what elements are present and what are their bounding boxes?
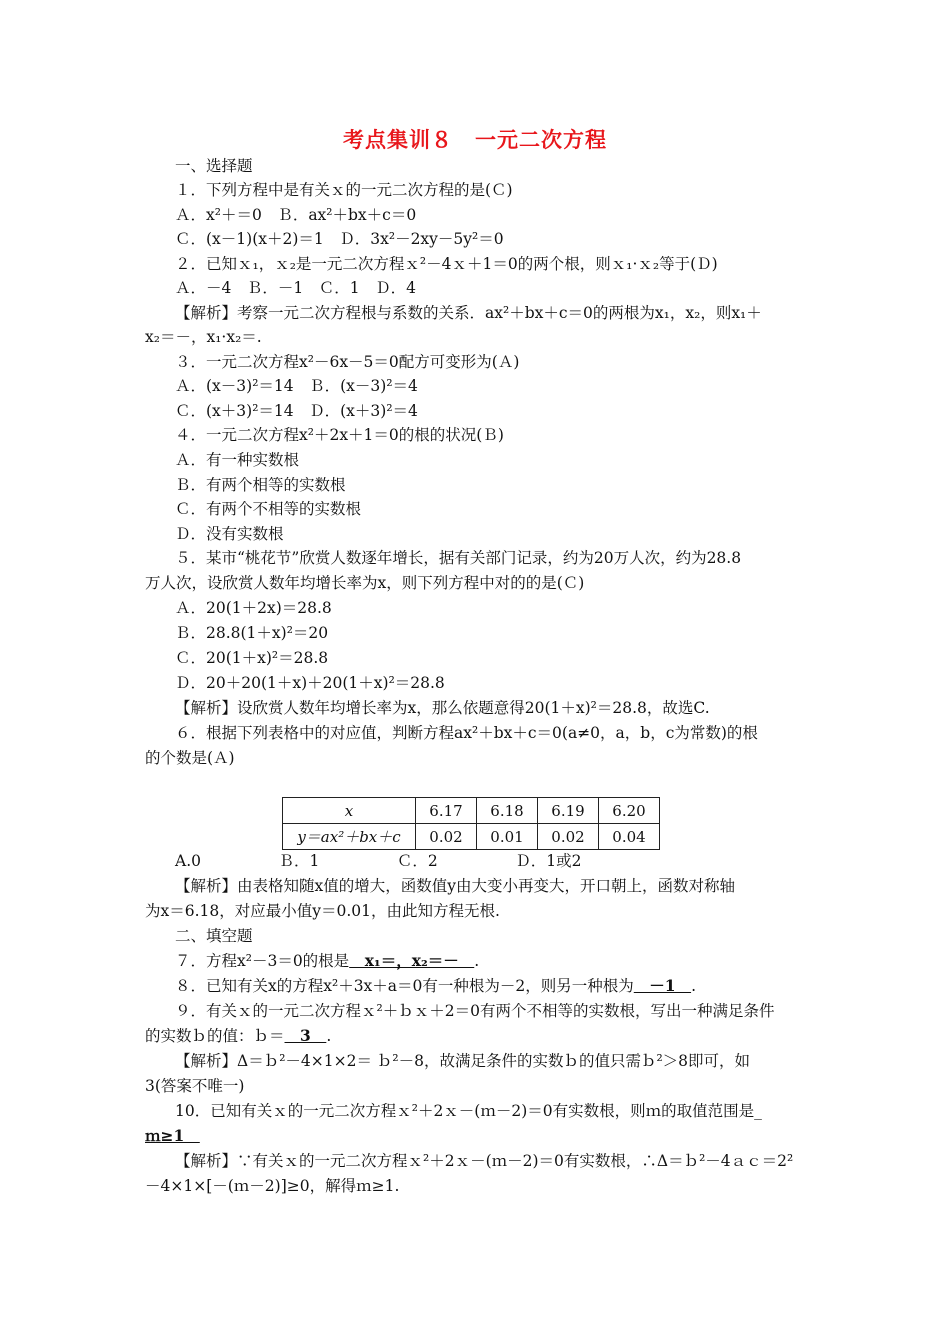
table-cell: y＝ax²＋bx＋c: [283, 824, 416, 850]
table-cell: 0.04: [599, 824, 660, 850]
options-1a: Ａ．x²＋＝0 Ｂ．ax²＋bx＋c＝0: [175, 206, 417, 224]
question-5: ５．某市“桃花节”欣赏人数逐年增长，据有关部门记录，约为20万人次，约为28.8: [175, 549, 742, 567]
question-8: [175, 976, 696, 996]
options-3a: Ａ．(x－3)²＝14 Ｂ．(x－3)²＝4: [175, 377, 418, 395]
question-7-end: .: [474, 952, 480, 970]
table-row: [283, 824, 660, 850]
question-2: ２．已知ｘ₁，ｘ₂是一元二次方程ｘ²－4ｘ＋1＝0的两个根，则ｘ₁·ｘ₂等于(Ｄ): [175, 255, 718, 273]
analysis-10-cont: －4×1×[－(ｍ－2)]≥0，解得ｍ≥1.: [145, 1177, 400, 1195]
question-9-cont: [145, 1026, 331, 1046]
option-4d: Ｄ．没有实数根: [175, 525, 284, 543]
options-2: Ａ．－4 Ｂ．－1 Ｃ．1 Ｄ．4: [175, 279, 416, 297]
question-6-cont: 的个数是(Ａ): [145, 749, 235, 767]
section-heading-2: 二、填空题: [175, 927, 253, 945]
question-9-end: .: [326, 1027, 332, 1045]
table-cell: 6.19: [538, 798, 599, 824]
question-8-text: ８．已知有关x的方程x²＋3x＋a＝0有一种根为－2，则另一种根为: [175, 977, 634, 995]
question-9: ９．有关ｘ的一元二次方程ｘ²＋ｂｘ＋2＝0有两个不相等的实数根，写出一种满足条件: [175, 1002, 775, 1020]
page-title: 考点集训８ 一元二次方程: [343, 127, 607, 152]
option-4a: Ａ．有一种实数根: [175, 451, 300, 469]
table-cell: 0.02: [538, 824, 599, 850]
question-7-text: ７．方程x²－3＝0的根是: [175, 952, 350, 970]
analysis-10: 【解析】∵有关ｘ的一元二次方程ｘ²＋2ｘ－(ｍ－2)＝0有实数根，∴Δ＝ｂ²－4ａｃ＝2²: [175, 1152, 794, 1170]
answer-7: x₁＝，x₂＝－: [349, 951, 475, 970]
option-4c: Ｃ．有两个不相等的实数根: [175, 500, 362, 518]
question-6: ６．根据下列表格中的对应值，判断方程ax²＋bx＋c＝0(a≠0，a，b，c为常数)的根: [175, 724, 758, 742]
analysis-2: 【解析】考察一元二次方程根与系数的关系．ax²＋bx＋c＝0的两根为x₁，x₂，则x₁＋: [175, 304, 762, 322]
answer-10: ｍ≥1: [145, 1126, 200, 1145]
analysis-6: 【解析】由表格知随x值的增大，函数值y由大变小再变大，开口朝上，函数对称轴: [175, 877, 736, 895]
question-4: ４．一元二次方程x²＋2x＋1＝0的根的状况(Ｂ): [175, 426, 504, 444]
options-6: A.0 Ｂ．1 Ｃ．2 Ｄ．1或2: [175, 852, 582, 870]
option-5d: Ｄ．20＋20(1＋x)＋20(1＋x)²＝28.8: [175, 674, 445, 692]
section-heading: 一、选择题: [175, 157, 253, 175]
answer-10-line: [145, 1126, 200, 1146]
table-row: [283, 798, 660, 824]
answer-9: 3: [284, 1026, 327, 1045]
option-4b: Ｂ．有两个相等的实数根: [175, 476, 346, 494]
table-cell: 0.02: [416, 824, 477, 850]
analysis-2-cont: x₂＝－，x₁·x₂＝.: [145, 328, 262, 346]
table-cell: 0.01: [477, 824, 538, 850]
values-table: [282, 797, 660, 850]
question-7: [175, 951, 479, 971]
analysis-9-cont: 3(答案不唯一): [145, 1077, 245, 1095]
answer-8: －1: [633, 976, 692, 995]
analysis-9: 【解析】Δ＝ｂ²－4×1×2＝ ｂ²－8，故满足条件的实数ｂ的值只需ｂ²＞8即可，如: [175, 1052, 751, 1070]
question-10: 10．已知有关ｘ的一元二次方程ｘ²＋2ｘ－(ｍ－2)＝0有实数根，则ｍ的取值范围是_: [175, 1102, 762, 1120]
option-5c: Ｃ．20(1＋x)²＝28.8: [175, 649, 329, 667]
question-8-end: .: [691, 977, 696, 995]
option-5b: Ｂ．28.8(1＋x)²＝20: [175, 624, 329, 642]
question-1: １．下列方程中是有关ｘ的一元二次方程的是(Ｃ): [175, 181, 513, 199]
question-3: ３．一元二次方程x²－6x－5＝0配方可变形为(Ａ): [175, 353, 520, 371]
table-cell: 6.20: [599, 798, 660, 824]
analysis-5: 【解析】设欣赏人数年均增长率为x，那么依题意得20(1＋x)²＝28.8，故选C.: [175, 699, 710, 717]
table-cell: 6.18: [477, 798, 538, 824]
options-3b: Ｃ．(x＋3)²＝14 Ｄ．(x＋3)²＝4: [175, 402, 418, 420]
table-cell: 6.17: [416, 798, 477, 824]
table-cell: x: [283, 798, 416, 824]
analysis-6-cont: 为x＝6.18，对应最小值y＝0.01，由此知方程无根.: [145, 902, 500, 920]
options-1b: Ｃ．(x－1)(x＋2)＝1 Ｄ．3x²－2xy－5y²＝0: [175, 230, 504, 248]
question-9-text: 的实数ｂ的值：ｂ＝: [145, 1027, 285, 1045]
question-5-cont: 万人次，设欣赏人数年均增长率为x，则下列方程中对的的是(Ｃ): [145, 574, 585, 592]
option-5a: Ａ．20(1＋2x)＝28.8: [175, 599, 332, 617]
